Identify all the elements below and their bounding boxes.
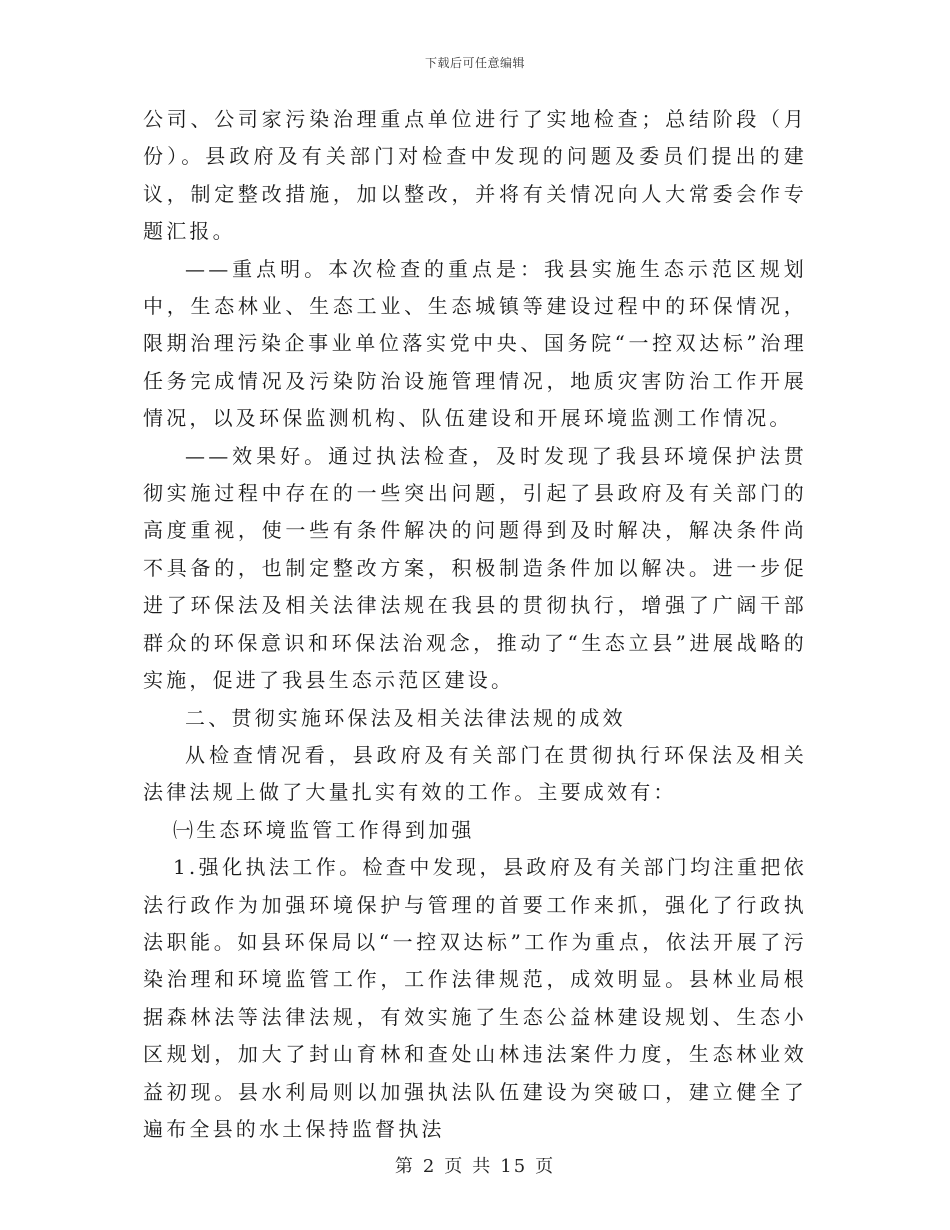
footer-page-word: 页 bbox=[444, 1156, 465, 1177]
section-heading: 二、贯彻实施环保法及相关法律法规的成效 bbox=[185, 705, 626, 730]
page-footer bbox=[0, 1152, 950, 1178]
paragraph-continuation: 公司、公司家污染治理重点单位进行了实地检查；总结阶段（月份）。县政府及有关部门对检查中发现的问题及委员们提出的建议，制定整改措施，加以整改，并将有关情况向人大常委会作专题汇报。 bbox=[143, 107, 807, 244]
document-body bbox=[143, 101, 807, 1148]
header-note: 下载后可任意编辑 bbox=[424, 56, 525, 70]
current-page-number: 2 bbox=[422, 1156, 437, 1177]
total-page-count: 15 bbox=[500, 1156, 528, 1177]
subsection-heading: ㈠生态环境监管工作得到加强 bbox=[173, 817, 475, 842]
paragraph-key-points: ——重点明。本次检查的重点是：我县实施生态示范区规划中，生态林业、生态工业、生态城镇等建设过程中的环保情况，限期治理污染企事业单位落实党中央、国务院“一控双达标”治理任务完成情况及污染防治设施管理情况，地质灾害防治工作开展情况，以及环保监测机构、队伍建设和开展环境监测工作情况。 bbox=[143, 256, 807, 431]
footer-suffix: 页 bbox=[535, 1156, 556, 1177]
paragraph-overview: 从检查情况看，县政府及有关部门在贯彻执行环保法及相关法律法规上做了大量扎实有效的工作。主要成效有： bbox=[143, 742, 807, 805]
paragraph-good-results: ——效果好。通过执法检查，及时发现了我县环境保护法贯彻实施过程中存在的一些突出问题，引起了县政府及有关部门的高度重视，使一些有条件解决的问题得到及时解决，解决条件尚不具备的，也制定整改方案，积极制造条件加以解决。进一步促进了环保法及相关法律法规在我县的贯彻执行，增强了广阔干部群众的环保意识和环保法治观念，推动了“生态立县”进展战略的实施，促进了我县生态示范区建设。 bbox=[143, 443, 807, 693]
paragraph-enforcement: 1.强化执法工作。检查中发现，县政府及有关部门均注重把依法行政作为加强环境保护与管理的首要工作来抓，强化了行政执法职能。如县环保局以“一控双达标”工作为重点，依法开展了污染治理和环境监管工作，工作法律规范，成效明显。县林业局根据森林法等法律法规，有效实施了生态公益林建设规划、生态小区规划，加大了封山育林和查处山林违法案件力度，生态林业效益初现。县水利局则以加强执法队伍建设为突破口，建立健全了遍布全县的水土保持监督执法 bbox=[143, 855, 807, 1141]
footer-prefix: 第 bbox=[394, 1156, 415, 1177]
footer-total-prefix: 共 bbox=[472, 1156, 493, 1177]
